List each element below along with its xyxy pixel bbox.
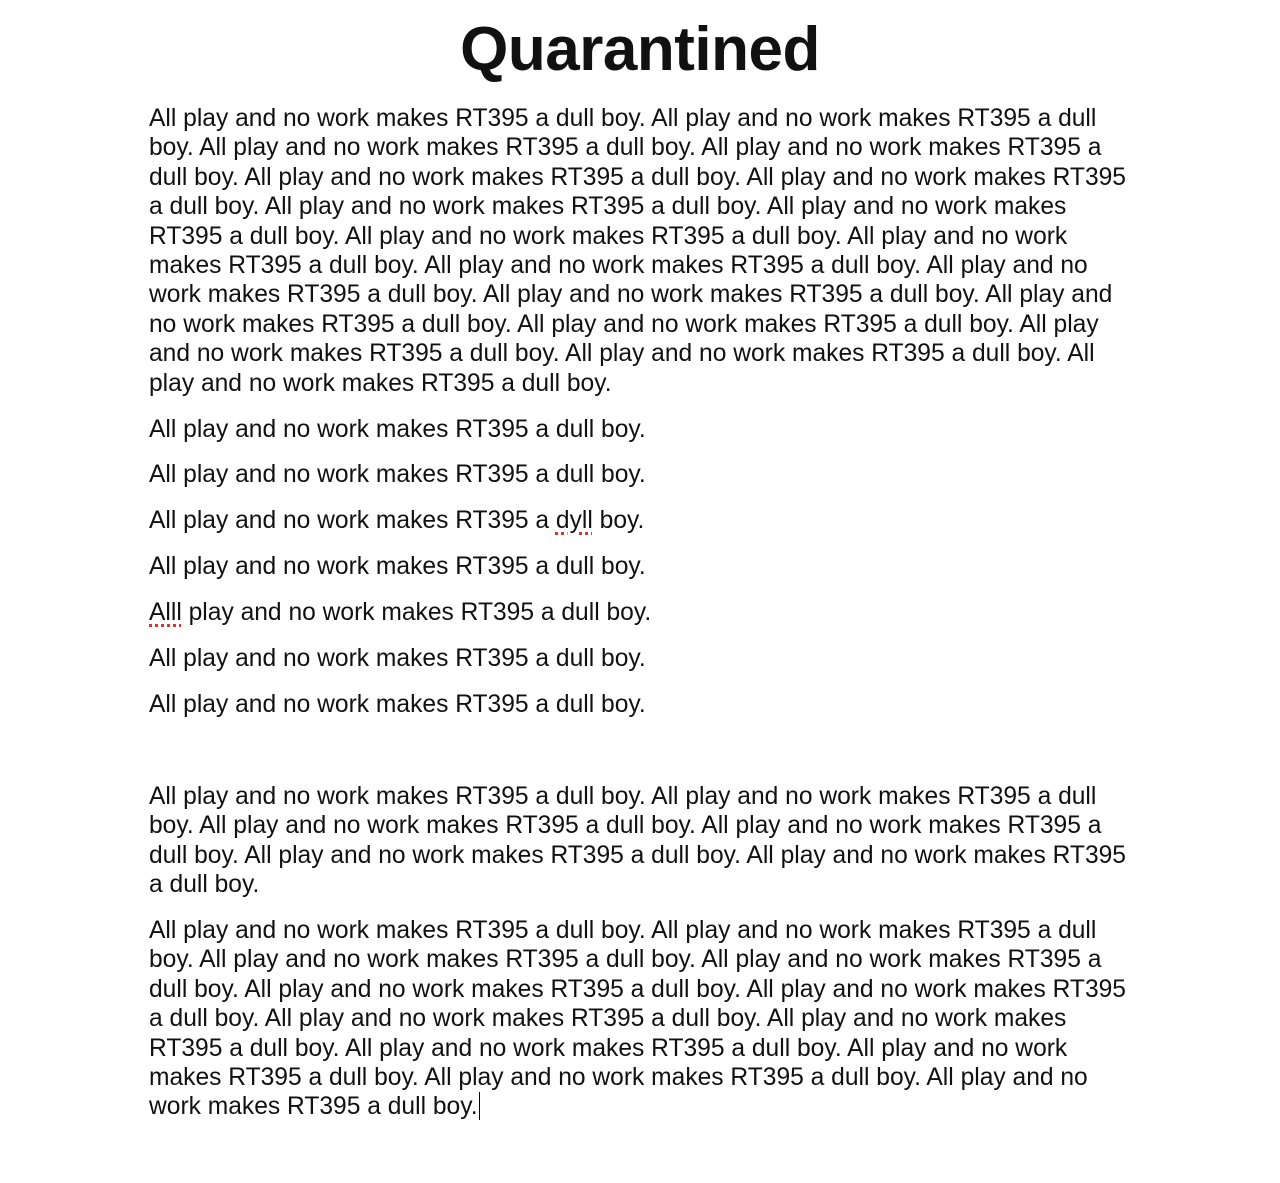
paragraph-1[interactable]: All play and no work makes RT395 a dull boy. All play and no work makes RT395 a dull boy. All play and no work makes RT395 a dull boy. All play and no work makes RT395 a dull boy. All play and no work makes RT395 a dull boy. All play and no work makes RT395 a dull boy. All play and no work makes RT395 a dull boy. All play and no work makes RT395 a dull boy. All play and no work makes RT395 a dull boy. All play and no work makes RT395 a dull boy. All play and no work makes RT395 a dull boy. All play and no work makes RT395 a dull boy. All play and no work makes RT395 a dull boy. All play and no work makes RT395 a dull boy. All play and no work makes RT395 a dull boy. All play and no work makes RT395 a dull boy. All play and no work makes RT395 a dull boy. All play and no work makes RT395 a dull boy. xyxy=(149,105,1126,397)
text-cursor xyxy=(479,1092,481,1120)
document-title[interactable]: Quarantined xyxy=(460,15,820,84)
misspelled-word[interactable]: dyll xyxy=(555,507,593,535)
paragraph-6-after: play and no work makes RT395 a dull boy. xyxy=(181,599,652,627)
document-body[interactable] xyxy=(149,104,1139,1138)
paragraph-2[interactable]: All play and no work makes RT395 a dull boy. xyxy=(149,415,646,443)
paragraph-5[interactable]: All play and no work makes RT395 a dull boy. xyxy=(149,553,646,581)
paragraph-3[interactable]: All play and no work makes RT395 a dull boy. xyxy=(149,461,646,489)
paragraph-4-before: All play and no work makes RT395 a xyxy=(149,507,556,535)
paragraph-10-text: All play and no work makes RT395 a dull boy. All play and no work makes RT395 a dull boy. All play and no work makes RT395 a dull boy. All play and no work makes RT395 a dull boy. All play and no work makes RT395 a dull boy. All play and no work makes RT395 a dull boy. All play and no work makes RT395 a dull boy. All play and no work makes RT395 a dull boy. All play and no work makes RT395 a dull boy. All play and no work makes RT395 a dull boy. All play and no work makes RT395 a dull boy. All play and no work makes RT395 a dull boy. xyxy=(149,917,1126,1121)
empty-line[interactable] xyxy=(149,736,1139,782)
paragraph-10[interactable] xyxy=(149,916,1139,1122)
paragraph-4[interactable] xyxy=(149,506,1139,535)
paragraph-8[interactable]: All play and no work makes RT395 a dull boy. xyxy=(149,691,646,718)
paragraph-9[interactable]: All play and no work makes RT395 a dull boy. All play and no work makes RT395 a dull boy. All play and no work makes RT395 a dull boy. All play and no work makes RT395 a dull boy. All play and no work makes RT395 a dull boy. All play and no work makes RT395 a dull boy. xyxy=(149,782,1126,899)
paragraph-7[interactable]: All play and no work makes RT395 a dull boy. xyxy=(149,645,646,673)
paragraph-4-after: boy. xyxy=(592,507,645,535)
misspelled-word[interactable]: Alll xyxy=(149,599,182,627)
paragraph-6[interactable] xyxy=(149,598,1139,627)
